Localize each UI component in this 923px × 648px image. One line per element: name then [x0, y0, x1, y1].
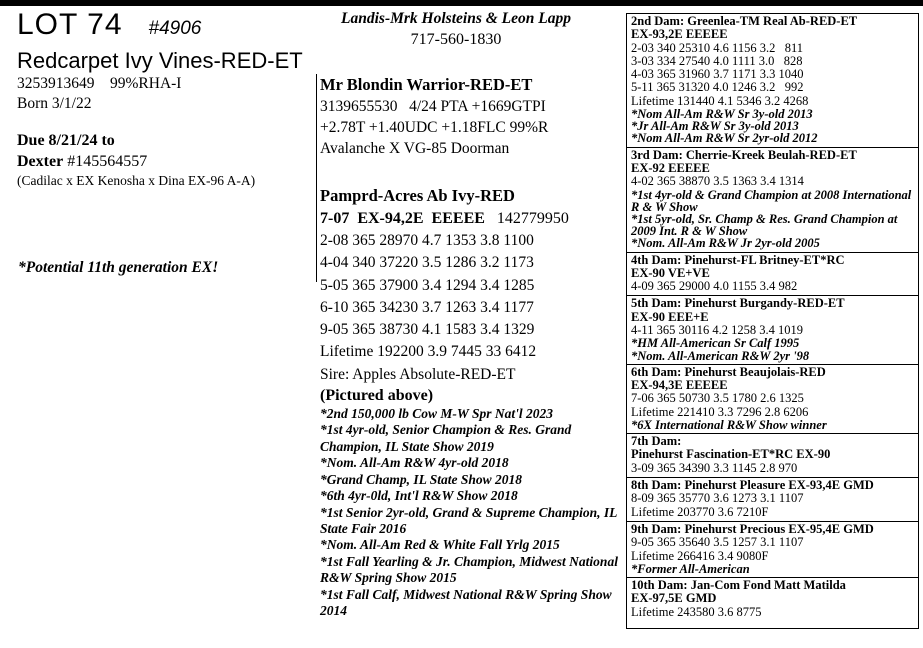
cow-name: Redcarpet Ivy Vines-RED-ET: [17, 48, 303, 73]
dam-honor: *Nom. All-Am Red & White Fall Yrlg 2015: [320, 537, 560, 553]
sire-line-2: +2.78T +1.40UDC +1.18FLC 99%R: [320, 119, 549, 136]
pedigree-record: 2-03 340 25310 4.6 1156 3.2 811: [631, 40, 803, 55]
pedigree-generation: [631, 252, 914, 294]
pedigree-heading: 7th Dam:: [631, 434, 682, 449]
due-date: [17, 130, 317, 172]
pedigree-heading: 4th Dam: Pinehurst-FL Britney-ET*RC: [631, 252, 845, 267]
pedigree-generation: [631, 433, 914, 475]
dam-class-score: 7-07 EX-94,2E EEEEE: [320, 210, 485, 227]
pedigree-heading: 5th Dam: Pinehurst Burgandy-RED-ET: [631, 296, 845, 311]
dam-honor: *6th 4yr-0ld, Int'l R&W Show 2018: [320, 488, 518, 504]
pedigree-classification: EX-92 EEEEE: [631, 160, 710, 175]
pedigree-generation: [631, 295, 914, 361]
lot-info: [17, 10, 317, 189]
pedigree-record: 7-06 365 50730 3.5 1780 2.6 1325: [631, 391, 804, 406]
pedigree-record: Lifetime 221410 3.3 7296 2.8 6206: [631, 404, 809, 419]
dam-record: Sire: Apples Absolute-RED-ET: [320, 365, 516, 383]
pictured-note: (Pictured above): [320, 387, 434, 405]
pedigree-record: 3-03 334 27540 4.0 1111 3.0 828: [631, 53, 803, 68]
lot-number: #4906: [148, 18, 202, 39]
pedigree-record: 8-09 365 35770 3.6 1273 3.1 1107: [631, 491, 804, 506]
pedigree-record: 4-02 365 38870 3.5 1363 3.4 1314: [631, 174, 804, 189]
pedigree-classification: EX-90 VE+VE: [631, 265, 710, 280]
dam-classification: [320, 208, 620, 230]
lot-label: LOT 74: [17, 8, 123, 41]
pedigree-award: *Nom All-Am R&W Sr 2yr-old 2012: [631, 131, 818, 146]
service-sire: Dexter: [17, 153, 64, 170]
dam-record: 6-10 365 34230 3.7 1263 3.4 1177: [320, 298, 534, 316]
top-rule: [0, 0, 923, 6]
pedigree-award: *Nom All-Am R&W Sr 3y-old 2013: [631, 107, 813, 122]
service-sire-reg: #145564557: [63, 153, 148, 170]
pedigree-classification: EX-97,5E GMD: [631, 591, 717, 606]
dam-honors: [320, 406, 620, 619]
pedigree-award: *6X International R&W Show winner: [631, 417, 827, 432]
dam-honor: *1st Fall Yearling & Jr. Champion, Midwest National R&W Spring Show 2015: [320, 553, 618, 586]
pedigree-record: 9-05 365 35640 3.5 1257 3.1 1107: [631, 535, 804, 550]
dam-record: 4-04 340 37220 3.5 1286 3.2 1173: [320, 254, 534, 272]
pedigree-award: *Jr All-Am R&W Sr 3y-old 2013: [631, 119, 799, 134]
pedigree-generation: [631, 364, 914, 431]
consignor-info: [320, 10, 620, 49]
potential-note: *Potential 11th generation EX!: [18, 259, 219, 276]
dam-record: 5-05 365 37900 3.4 1294 3.4 1285: [320, 276, 535, 294]
pedigree-award: *1st 5yr-old, Sr. Champ & Res. Grand Champion at 2009 Int. R & W Show: [631, 211, 898, 239]
pedigree-award: *1st 4yr-old & Grand Champion at 2008 International R & W Show: [631, 187, 912, 214]
dam-section: [320, 184, 620, 619]
dam-honor: *1st 4yr-old, Senior Champion & Res. Grand Champion, IL State Show 2019: [320, 422, 572, 454]
pedigree-classification: EX-93,2E EEEEE: [631, 27, 728, 42]
pedigree-heading: 3rd Dam: Cherrie-Kreek Beulah-RED-ET: [631, 147, 857, 162]
pedigree-heading: 10th Dam: Jan-Com Fond Matt Matilda: [631, 578, 846, 593]
pedigree-generation: [631, 147, 914, 250]
dam-honor: *Grand Champ, IL State Show 2018: [320, 471, 523, 487]
lot-header: [17, 10, 317, 45]
pedigree-award: *HM All-American Sr Calf 1995: [631, 336, 800, 351]
pedigree-record: 5-11 365 31320 4.0 1246 3.2 992: [631, 80, 804, 95]
pedigree-record: 3-09 365 34390 3.3 1145 2.8 970: [631, 460, 798, 475]
dam-record: Lifetime 192200 3.9 7445 33 6412: [320, 343, 537, 361]
pedigree-heading: 2nd Dam: Greenlea-TM Real Ab-RED-ET: [631, 14, 858, 28]
pedigree-award: *Nom. All-American R&W 2yr '98: [631, 348, 810, 363]
pedigree-record: Lifetime 243580 3.6 8775: [631, 604, 762, 619]
pedigree-heading: 6th Dam: Pinehurst Beaujolais-RED: [631, 364, 826, 379]
dam-honor: *Nom. All-Am R&W 4yr-old 2018: [320, 455, 509, 471]
dam-honor: *1st Fall Calf, Midwest National R&W Spring Show 2014: [320, 586, 612, 618]
pedigree-generation: [631, 477, 914, 519]
pedigree-classification: EX-94,3E EEEEE: [631, 378, 728, 393]
service-sire-cross: (Cadilac x EX Kenosha x Dina EX-96 A-A): [17, 173, 256, 188]
pedigree-heading: 8th Dam: Pinehurst Pleasure EX-93,4E GMD: [631, 478, 874, 493]
pedigree-award: *Former All-American: [631, 561, 750, 576]
consignor-phone: 717-560-1830: [410, 31, 502, 48]
pedigree-record: Lifetime 203770 3.6 7210F: [631, 504, 769, 519]
dam-record: 9-05 365 38730 4.1 1583 3.4 1329: [320, 321, 535, 339]
pedigree-generation: [631, 15, 914, 145]
pedigree-classification: EX-90 EEE+E: [631, 309, 709, 324]
dam-honor: *1st Senior 2yr-old, Grand & Supreme Champion, IL State Fair 2016: [320, 504, 617, 536]
pedigree-record: 4-09 365 29000 4.0 1155 3.4 982: [631, 279, 798, 294]
pedigree-generation: [631, 577, 914, 619]
pedigree-record: 4-11 365 30116 4.2 1258 3.4 1019: [631, 323, 803, 338]
pedigree-record: Lifetime 131440 4.1 5346 3.2 4268: [631, 93, 809, 108]
due-label: Due 8/21/24 to: [17, 132, 115, 149]
pedigree-generation: [631, 521, 914, 575]
sire-name: Mr Blondin Warrior-RED-ET: [320, 75, 533, 94]
pedigree-record: 4-03 365 31960 3.7 1171 3.3 1040: [631, 67, 804, 82]
pedigree-record: Lifetime 266416 3.4 9080F: [631, 548, 769, 563]
birth-date: Born 3/1/22: [17, 95, 92, 112]
pedigree-award: *Nom. All-Am R&W Jr 2yr-old 2005: [631, 236, 820, 251]
sire-line-3: Avalanche X VG-85 Doorman: [320, 140, 510, 157]
pedigree-classification: Pinehurst Fascination-ET*RC EX-90: [631, 447, 831, 462]
consignor-name: Landis-Mrk Holsteins & Leon Lapp: [341, 10, 571, 27]
registration-line: 3253913649 99%RHA-I: [17, 75, 182, 92]
dam-reg: 142779950: [496, 210, 569, 227]
dam-record: 2-08 365 28970 4.7 1353 3.8 1100: [320, 232, 534, 249]
dam-records: [320, 230, 620, 386]
sire-line-1: 3139655530 4/24 PTA +1669GTPI: [320, 98, 546, 115]
pedigree-heading: 9th Dam: Pinehurst Precious EX-95,4E GMD: [631, 521, 874, 536]
pedigree-box: [626, 13, 919, 629]
dam-name: Pamprd-Acres Ab Ivy-RED: [320, 186, 515, 205]
dam-honor: *2nd 150,000 lb Cow M-W Spr Nat'l 2023: [320, 406, 554, 422]
